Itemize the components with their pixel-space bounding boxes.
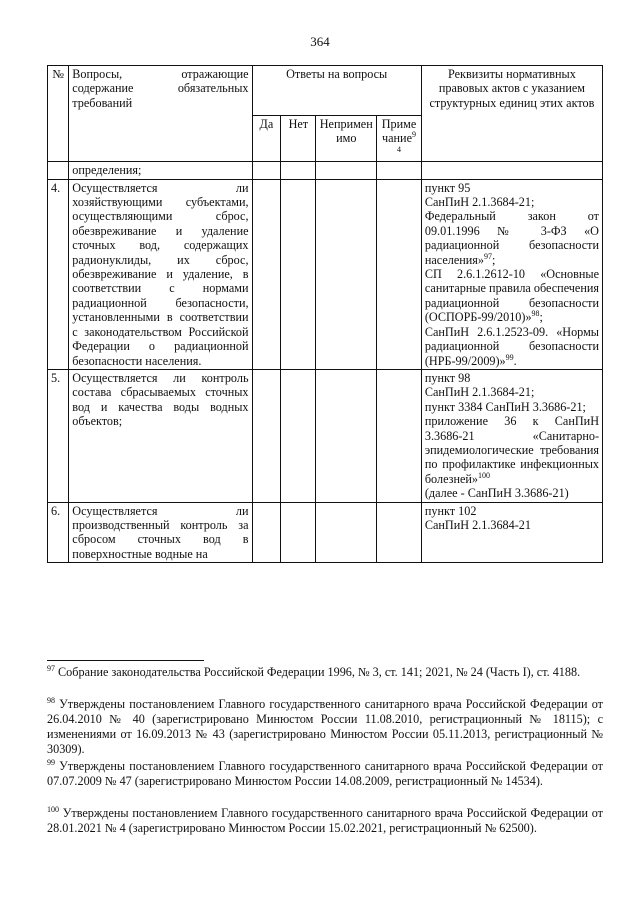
footnote-ref-94: 94 <box>396 130 416 154</box>
footnote-divider <box>47 660 204 661</box>
page-number: 364 <box>310 34 330 49</box>
table-row <box>48 502 603 563</box>
row-num: 4. <box>48 179 69 369</box>
row-num: 5. <box>48 369 69 502</box>
footnote-97: $^{97}$ Собрание законодательства Российской Федерации 1996, № 3, ст. 141; 2021, № 24 (Часть I), ст. 4188. <box>47 663 581 679</box>
row-requisites: пункт 98 СанПиН 2.1.3684-21; пункт 3384 СанПиН 3.3686-21; приложение 36 к СанПиН 3.3686-21 «Санитарно-эпидемиологические требования по профилактике инфекционных болезней»$^{100}$ (далее - СанПиН 3.3686-21) <box>421 369 602 502</box>
row-question: Осуществляется ли контроль состава сбрасываемых сточных вод и качества воды водных объектов; <box>69 369 252 502</box>
header-note: Примечание$^{94}$ <box>377 116 422 162</box>
row-question: Осуществляется ли производственный контроль за сбросом сточных вод в поверхностные водные на <box>69 502 252 563</box>
header-no: Нет <box>281 116 316 162</box>
header-yes: Да <box>252 116 281 162</box>
table-row <box>48 179 603 369</box>
requirements-table <box>47 65 603 563</box>
header-num: № <box>48 66 69 162</box>
continuation-text: определения; <box>69 162 252 179</box>
row-requisites: пункт 102 СанПиН 2.1.3684-21 <box>421 502 602 563</box>
footnote-100: $^{100}$ Утверждены постановлением Главного государственного санитарного врача Российской Федерации от 28.01.2021 № 4 (зарегистрировано Минюстом России 15.02.2021, регистрационный № 62500). <box>47 804 604 835</box>
header-requisites: Реквизиты нормативных правовых актов с указанием структурных единиц этих актов <box>421 66 602 162</box>
row-question: Осуществляется ли хозяйствующими субъектами, осуществляющими сброс, обезвреживание и удаление сточных вод, содержащих радионуклиды, их сброс, обезвреживание и удаление, в соответствии с нормами радиационной безопасности, установленными в соответствии с законодательством Российской Федерации о радиационной безопасности населения. <box>69 179 252 369</box>
row-num: 6. <box>48 502 69 563</box>
row-requisites: пункт 95 СанПиН 2.1.3684-21; Федеральный закон от 09.01.1996 № 3-ФЗ «О радиационной безопасности населения»$^{97}$; СП 2.6.1.2612-10 «Основные санитарные правила обеспечения радиационной безопасности (ОСПОРБ-99/2010)»$^{98}$; СанПиН 2.6.1.2523-09. «Нормы радиационной безопасности (НРБ-99/2009)»$^{99}$. <box>421 179 602 369</box>
header-questions: Вопросы, отражающие содержание обязательных требований <box>69 66 252 162</box>
footnote-99: $^{99}$ Утверждены постановлением Главного государственного санитарного врача Российской Федерации от 07.07.2009 № 47 (зарегистрировано Минюстом России 14.08.2009, регистрационный № 14534). <box>47 757 603 788</box>
footnote-98: $^{98}$ Утверждены постановлением Главного государственного санитарного врача Российской Федерации от 26.04.2010 № 40 (зарегистрировано Минюстом России 11.08.2010, регистрационный № 18115); с изменениями от 16.09.2013 № 43 (зарегистрировано Минюстом России 05.11.2013, регистрационный № 30309). <box>47 695 603 756</box>
header-answers: Ответы на вопросы <box>252 66 421 116</box>
table-row <box>48 369 603 502</box>
header-na: Неприменимо <box>316 116 377 162</box>
